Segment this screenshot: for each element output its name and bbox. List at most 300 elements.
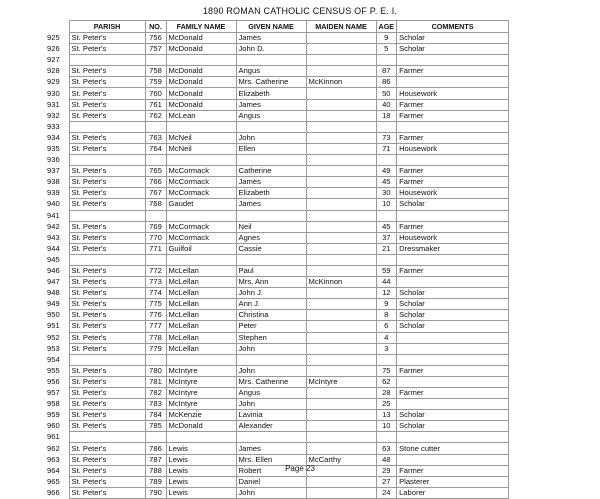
parish-cell: St. Peter's: [69, 44, 145, 55]
parish-cell: St. Peter's: [69, 321, 145, 332]
number-cell: 768: [145, 199, 166, 210]
family-name-cell: McCormack: [166, 221, 236, 232]
age-cell: [376, 354, 397, 365]
family-name-cell: Gaudet: [166, 199, 236, 210]
given-name-cell: Christina: [236, 310, 306, 321]
parish-cell: St. Peter's: [69, 410, 145, 421]
family-name-cell: McLellan: [166, 299, 236, 310]
line-number: 940: [47, 199, 60, 209]
maiden-name-cell: [306, 354, 376, 365]
parish-cell: St. Peter's: [69, 299, 145, 310]
age-cell: 10: [376, 199, 397, 210]
family-name-cell: McLellan: [166, 321, 236, 332]
line-number: 939: [47, 188, 60, 198]
line-number: 963: [47, 454, 60, 464]
comments-cell: [397, 432, 509, 443]
line-number: 926: [47, 44, 60, 54]
line-number: 927: [47, 55, 60, 65]
family-name-cell: McKenzie: [166, 410, 236, 421]
line-number: 936: [47, 155, 60, 165]
table-row: [45, 310, 509, 321]
parish-cell: St. Peter's: [69, 132, 145, 143]
table-row: [45, 354, 509, 365]
table-row: [45, 143, 509, 154]
table-row: [45, 88, 509, 99]
given-name-cell: Angus: [236, 110, 306, 121]
age-cell: 24: [376, 487, 397, 498]
parish-cell: St. Peter's: [69, 199, 145, 210]
maiden-name-cell: [306, 443, 376, 454]
age-cell: 12: [376, 288, 397, 299]
parish-cell: St. Peter's: [69, 77, 145, 88]
parish-cell: St. Peter's: [69, 166, 145, 177]
parish-cell: [69, 55, 145, 66]
maiden-name-cell: [306, 321, 376, 332]
line-number: 934: [47, 132, 60, 142]
age-cell: 18: [376, 110, 397, 121]
line-number: 938: [47, 177, 60, 187]
given-name-cell: John D.: [236, 44, 306, 55]
table-row: [45, 210, 509, 221]
maiden-name-cell: McKinnon: [306, 277, 376, 288]
comments-cell: Farmer: [397, 221, 509, 232]
table-row: [45, 199, 509, 210]
comments-cell: [397, 354, 509, 365]
age-cell: 6: [376, 321, 397, 332]
parish-cell: St. Peter's: [69, 310, 145, 321]
table-row: [45, 288, 509, 299]
age-cell: [376, 155, 397, 166]
given-name-cell: Angus: [236, 388, 306, 399]
line-number: 943: [47, 232, 60, 242]
parish-cell: St. Peter's: [69, 188, 145, 199]
age-cell: [376, 210, 397, 221]
table-row: [45, 44, 509, 55]
given-name-cell: Elizabeth: [236, 88, 306, 99]
given-name-cell: Cassie: [236, 243, 306, 254]
maiden-name-cell: [306, 332, 376, 343]
age-cell: 40: [376, 99, 397, 110]
line-number: 966: [47, 487, 60, 497]
line-number: 956: [47, 376, 60, 386]
age-cell: 9: [376, 33, 397, 44]
table-row: [45, 410, 509, 421]
age-cell: 21: [376, 243, 397, 254]
age-cell: 59: [376, 265, 397, 276]
table-row: [45, 243, 509, 254]
given-name-cell: Alexander: [236, 421, 306, 432]
number-cell: 781: [145, 376, 166, 387]
comments-cell: Scholar: [397, 199, 509, 210]
parish-cell: [69, 354, 145, 365]
number-cell: 779: [145, 343, 166, 354]
number-cell: 776: [145, 310, 166, 321]
family-name-cell: Guilfoil: [166, 243, 236, 254]
line-number: 951: [47, 321, 60, 331]
table-row: [45, 487, 509, 498]
family-name-cell: McCormack: [166, 188, 236, 199]
family-name-cell: McIntyre: [166, 365, 236, 376]
family-name-cell: Lewis: [166, 476, 236, 487]
given-name-cell: John: [236, 365, 306, 376]
number-cell: 772: [145, 265, 166, 276]
table-row: [45, 77, 509, 88]
given-name-cell: [236, 254, 306, 265]
given-name-cell: John: [236, 132, 306, 143]
number-cell: 764: [145, 143, 166, 154]
family-name-cell: McDonald: [166, 66, 236, 77]
maiden-name-cell: [306, 388, 376, 399]
maiden-name-cell: [306, 399, 376, 410]
parish-cell: St. Peter's: [69, 443, 145, 454]
maiden-name-cell: [306, 254, 376, 265]
comments-cell: [397, 254, 509, 265]
age-cell: 50: [376, 88, 397, 99]
age-cell: [376, 254, 397, 265]
comments-cell: Farmer: [397, 66, 509, 77]
family-name-cell: Lewis: [166, 443, 236, 454]
number-cell: [145, 432, 166, 443]
comments-cell: [397, 376, 509, 387]
line-number: 929: [47, 77, 60, 87]
table-row: [45, 321, 509, 332]
parish-cell: St. Peter's: [69, 399, 145, 410]
number-cell: 777: [145, 321, 166, 332]
number-cell: 775: [145, 299, 166, 310]
age-cell: 5: [376, 44, 397, 55]
table-row: [45, 277, 509, 288]
table-row: [45, 443, 509, 454]
number-cell: 766: [145, 177, 166, 188]
parish-cell: St. Peter's: [69, 365, 145, 376]
age-cell: 27: [376, 476, 397, 487]
comments-cell: Farmer: [397, 365, 509, 376]
given-name-cell: James: [236, 33, 306, 44]
number-cell: 770: [145, 232, 166, 243]
line-number: 960: [47, 421, 60, 431]
family-name-cell: [166, 210, 236, 221]
given-name-cell: Lavinia: [236, 410, 306, 421]
given-name-cell: [236, 354, 306, 365]
line-number: 946: [47, 266, 60, 276]
header-line-blank: [45, 21, 69, 33]
parish-cell: St. Peter's: [69, 332, 145, 343]
family-name-cell: McLellan: [166, 332, 236, 343]
comments-cell: Scholar: [397, 310, 509, 321]
parish-cell: St. Peter's: [69, 221, 145, 232]
number-cell: 788: [145, 465, 166, 476]
number-cell: 782: [145, 388, 166, 399]
age-cell: 73: [376, 132, 397, 143]
given-name-cell: Mrs. Ann: [236, 277, 306, 288]
census-body: [45, 33, 509, 499]
number-cell: 773: [145, 277, 166, 288]
age-cell: 30: [376, 188, 397, 199]
maiden-name-cell: [306, 132, 376, 143]
age-cell: 62: [376, 376, 397, 387]
age-cell: 37: [376, 232, 397, 243]
comments-cell: Stone cutter: [397, 443, 509, 454]
maiden-name-cell: [306, 310, 376, 321]
comments-cell: [397, 332, 509, 343]
number-cell: 763: [145, 132, 166, 143]
table-row: [45, 188, 509, 199]
number-cell: 774: [145, 288, 166, 299]
line-number: 949: [47, 299, 60, 309]
given-name-cell: Ellen: [236, 143, 306, 154]
number-cell: 761: [145, 99, 166, 110]
parish-cell: [69, 155, 145, 166]
number-cell: 767: [145, 188, 166, 199]
family-name-cell: McNeil: [166, 143, 236, 154]
maiden-name-cell: [306, 143, 376, 154]
parish-cell: St. Peter's: [69, 243, 145, 254]
given-name-cell: James: [236, 443, 306, 454]
given-name-cell: Angus: [236, 66, 306, 77]
given-name-cell: Mrs. Catherine: [236, 376, 306, 387]
comments-cell: Laborer: [397, 487, 509, 498]
age-cell: 45: [376, 177, 397, 188]
table-row: [45, 166, 509, 177]
parish-cell: [69, 210, 145, 221]
age-cell: [376, 55, 397, 66]
number-cell: [145, 210, 166, 221]
line-number: 964: [47, 465, 60, 475]
maiden-name-cell: [306, 55, 376, 66]
maiden-name-cell: McCarthy: [306, 454, 376, 465]
document-title: 1890 ROMAN CATHOLIC CENSUS OF P. E. I.: [202, 6, 398, 16]
age-cell: 28: [376, 388, 397, 399]
parish-cell: [69, 254, 145, 265]
age-cell: 4: [376, 332, 397, 343]
family-name-cell: McLellan: [166, 310, 236, 321]
line-number: 937: [47, 166, 60, 176]
given-name-cell: Peter: [236, 321, 306, 332]
comments-cell: Housework: [397, 88, 509, 99]
maiden-name-cell: [306, 487, 376, 498]
parish-cell: St. Peter's: [69, 265, 145, 276]
number-cell: 758: [145, 66, 166, 77]
maiden-name-cell: [306, 188, 376, 199]
table-row: [45, 421, 509, 432]
line-number: 955: [47, 365, 60, 375]
parish-cell: St. Peter's: [69, 99, 145, 110]
header-age: AGE: [376, 21, 397, 33]
number-cell: 762: [145, 110, 166, 121]
family-name-cell: [166, 432, 236, 443]
given-name-cell: Neil: [236, 221, 306, 232]
parish-cell: St. Peter's: [69, 177, 145, 188]
table-row: [45, 55, 509, 66]
maiden-name-cell: [306, 365, 376, 376]
age-cell: 87: [376, 66, 397, 77]
age-cell: 13: [376, 410, 397, 421]
comments-cell: [397, 55, 509, 66]
maiden-name-cell: McIntyre: [306, 376, 376, 387]
line-number: 961: [47, 432, 60, 442]
family-name-cell: McDonald: [166, 421, 236, 432]
parish-cell: St. Peter's: [69, 277, 145, 288]
line-number: 941: [47, 210, 60, 220]
age-cell: 9: [376, 299, 397, 310]
family-name-cell: McDonald: [166, 33, 236, 44]
header-maiden-name: MAIDEN NAME: [306, 21, 376, 33]
maiden-name-cell: [306, 110, 376, 121]
number-cell: 759: [145, 77, 166, 88]
line-number: 948: [47, 288, 60, 298]
number-cell: 789: [145, 476, 166, 487]
maiden-name-cell: [306, 232, 376, 243]
family-name-cell: [166, 55, 236, 66]
age-cell: 75: [376, 365, 397, 376]
comments-cell: Scholar: [397, 33, 509, 44]
comments-cell: [397, 155, 509, 166]
comments-cell: Farmer: [397, 99, 509, 110]
number-cell: 790: [145, 487, 166, 498]
table-row: [45, 388, 509, 399]
line-number: 957: [47, 388, 60, 398]
family-name-cell: McDonald: [166, 44, 236, 55]
parish-cell: St. Peter's: [69, 465, 145, 476]
table-row: [45, 33, 509, 44]
family-name-cell: McIntyre: [166, 388, 236, 399]
line-number: 953: [47, 343, 60, 353]
header-parish: PARISH: [69, 21, 145, 33]
family-name-cell: McCormack: [166, 177, 236, 188]
parish-cell: [69, 121, 145, 132]
comments-cell: Dressmaker: [397, 243, 509, 254]
table-row: [45, 66, 509, 77]
census-table: [45, 20, 509, 499]
family-name-cell: [166, 354, 236, 365]
parish-cell: St. Peter's: [69, 66, 145, 77]
family-name-cell: McDonald: [166, 88, 236, 99]
given-name-cell: John: [236, 399, 306, 410]
number-cell: [145, 55, 166, 66]
number-cell: 784: [145, 410, 166, 421]
age-cell: [376, 121, 397, 132]
given-name-cell: [236, 121, 306, 132]
given-name-cell: Elizabeth: [236, 188, 306, 199]
maiden-name-cell: [306, 66, 376, 77]
table-row: [45, 343, 509, 354]
number-cell: 756: [145, 33, 166, 44]
maiden-name-cell: [306, 421, 376, 432]
table-row: [45, 476, 509, 487]
table-row: [45, 99, 509, 110]
line-number: 947: [47, 277, 60, 287]
header-family-name: FAMILY NAME: [166, 21, 236, 33]
given-name-cell: Catherine: [236, 166, 306, 177]
maiden-name-cell: [306, 166, 376, 177]
maiden-name-cell: [306, 33, 376, 44]
line-number: 962: [47, 443, 60, 453]
age-cell: 71: [376, 143, 397, 154]
comments-cell: [397, 399, 509, 410]
number-cell: [145, 155, 166, 166]
comments-cell: Farmer: [397, 166, 509, 177]
line-number: 959: [47, 410, 60, 420]
family-name-cell: McNeil: [166, 132, 236, 143]
comments-cell: Scholar: [397, 44, 509, 55]
family-name-cell: McLellan: [166, 277, 236, 288]
number-cell: 778: [145, 332, 166, 343]
given-name-cell: John J.: [236, 288, 306, 299]
maiden-name-cell: [306, 265, 376, 276]
age-cell: 29: [376, 465, 397, 476]
line-number: 925: [47, 33, 60, 43]
maiden-name-cell: [306, 343, 376, 354]
number-cell: 757: [145, 44, 166, 55]
header-given-name: GIVEN NAME: [236, 21, 306, 33]
family-name-cell: McIntyre: [166, 399, 236, 410]
age-cell: 49: [376, 166, 397, 177]
given-name-cell: James: [236, 177, 306, 188]
line-number: 950: [47, 310, 60, 320]
comments-cell: Farmer: [397, 465, 509, 476]
given-name-cell: James: [236, 99, 306, 110]
line-number: 952: [47, 332, 60, 342]
page-number: Page 23: [285, 464, 315, 473]
family-name-cell: McCormack: [166, 232, 236, 243]
comments-cell: Farmer: [397, 110, 509, 121]
table-row: [45, 155, 509, 166]
maiden-name-cell: [306, 299, 376, 310]
header-comments: COMMENTS: [397, 21, 509, 33]
comments-cell: Scholar: [397, 410, 509, 421]
table-row: [45, 254, 509, 265]
line-number: 944: [47, 243, 60, 253]
given-name-cell: Paul: [236, 265, 306, 276]
family-name-cell: McCormack: [166, 166, 236, 177]
maiden-name-cell: [306, 88, 376, 99]
comments-cell: Farmer: [397, 177, 509, 188]
given-name-cell: [236, 432, 306, 443]
given-name-cell: Daniel: [236, 476, 306, 487]
comments-cell: [397, 343, 509, 354]
table-row: [45, 265, 509, 276]
table-row: [45, 110, 509, 121]
line-number: 945: [47, 254, 60, 264]
family-name-cell: McDonald: [166, 99, 236, 110]
number-cell: 783: [145, 399, 166, 410]
comments-cell: Scholar: [397, 321, 509, 332]
age-cell: 8: [376, 310, 397, 321]
given-name-cell: Robert: [236, 465, 306, 476]
parish-cell: St. Peter's: [69, 343, 145, 354]
line-number: 942: [47, 221, 60, 231]
line-number: 958: [47, 399, 60, 409]
maiden-name-cell: [306, 210, 376, 221]
number-cell: 771: [145, 243, 166, 254]
number-cell: 760: [145, 88, 166, 99]
maiden-name-cell: [306, 243, 376, 254]
comments-cell: Housework: [397, 143, 509, 154]
comments-cell: [397, 121, 509, 132]
line-number: 965: [47, 476, 60, 486]
table-row: [45, 299, 509, 310]
number-cell: 785: [145, 421, 166, 432]
maiden-name-cell: [306, 288, 376, 299]
comments-cell: Housework: [397, 232, 509, 243]
line-number: 930: [47, 88, 60, 98]
parish-cell: St. Peter's: [69, 288, 145, 299]
comments-cell: [397, 277, 509, 288]
age-cell: 10: [376, 421, 397, 432]
maiden-name-cell: [306, 99, 376, 110]
comments-cell: Scholar: [397, 288, 509, 299]
age-cell: [376, 432, 397, 443]
